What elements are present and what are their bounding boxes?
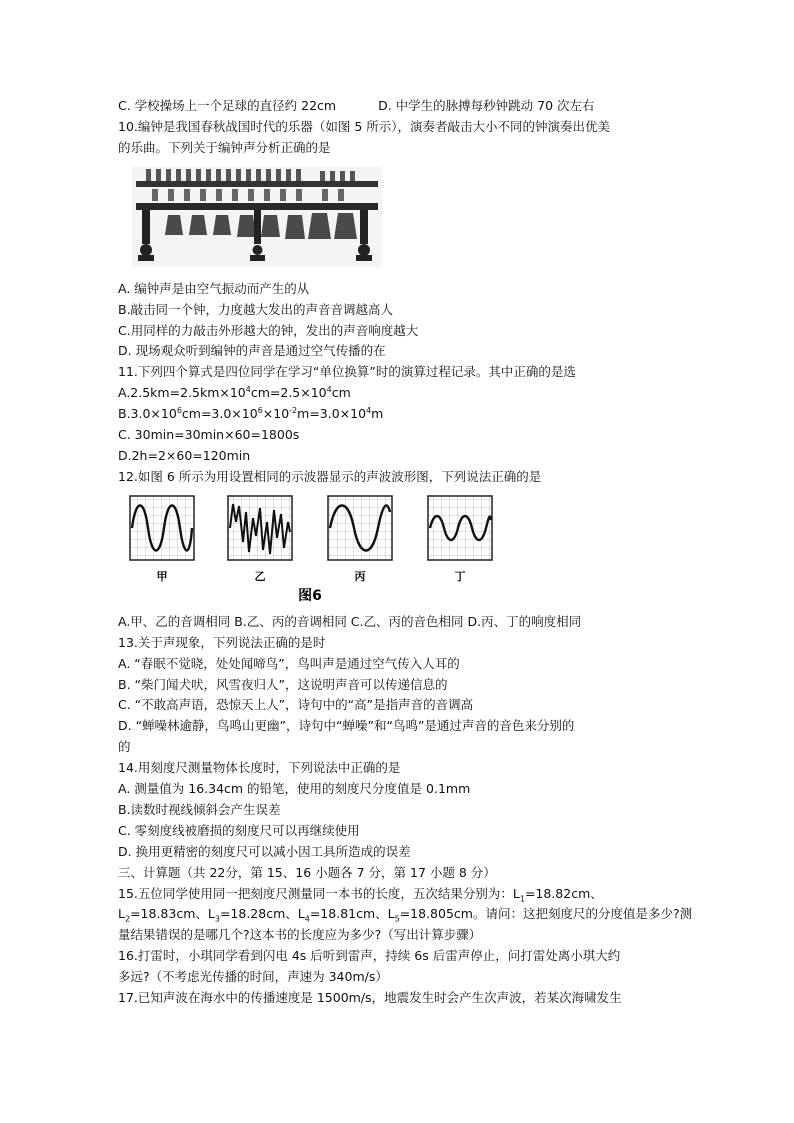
waveform-bing [328,496,392,560]
q11-a-part1: A.2.5km=2.5km×10 [118,385,246,401]
q11-option-a [118,383,684,404]
q15-l1-text: 15.五位同学使用同一把刻度尺测量同一本书的长度，五次结果分别为：L [118,885,520,901]
q11-a-part3: cm [331,385,351,401]
q13-option-a: A. “春眠不觉晓，处处闻啼鸟”，鸟叫声是通过空气传入人耳的 [118,655,460,671]
q15-l2-sub: 4 [304,914,310,924]
q11-stem: 11.下列四个算式是四位同学在学习“单位换算”时的演算过程记录。其中正确的是选 [118,364,576,380]
q15-l2-sub: 2 [124,914,131,924]
q9-option-c: C. 学校操场上一个足球的直径约 22cm [118,98,337,113]
waveform-label-ding: 丁 [454,569,466,583]
q13-option-c: C. “不敢高声语，恐惊天上人”，诗句中的“高”是指声音的音调高 [118,697,474,713]
q15-l1-value: =18.82cm、 [524,885,603,901]
q11-b-part3: ×10 [262,406,290,422]
q15-l2-sub: 5 [394,914,400,924]
q13-option-b: B. “柴门闻犬吠，风雪夜归人”，这说明声音可以传递信息的 [118,676,448,692]
bianzhong-image [132,167,382,267]
q14-option-b: B.读数时视线倾斜会产生误差 [118,801,281,817]
q15-line-1 [118,884,684,905]
q11-option-c: C. 30min=30min×60=1800s [118,427,300,443]
q11-option-d: D.2h=2×60=120min [118,447,251,463]
q11-b-part1: B.3.0×10 [118,406,177,422]
waveform-label-yi: 乙 [254,569,266,583]
q15-l2-seg: L [118,906,125,922]
q17-line-1: 17.已知声波在海水中的传播速度是 1500m/s，地震发生时会产生次声波，若某次海啸发生 [118,990,622,1006]
waveform-diagram [122,492,502,610]
q14-option-a: A. 测量值为 16.34cm 的铅笔，使用的刻度尺分度值是 0.1mm [118,781,471,797]
q11-b-part5: m [371,406,384,422]
q10-option-a: A. 编钟声是由空气振动而产生的从 [118,280,310,296]
q12-options: A.甲、乙的音调相同 B.乙、丙的音调相同 C.乙、丙的音色相同 D.丙、丁的响度相同 [118,613,582,629]
q10-option-c: C.用同样的力敲击外形越大的钟，发出的声音响度越大 [118,322,419,338]
q16-line-1: 16.打雷时，小琪同学看到闪电 4s 后听到雷声，持续 6s 后雷声停止，问打雷处离小琪大约 [118,948,621,964]
waveform-label-bing: 丙 [354,569,366,583]
q14-option-c: C. 零刻度线被磨损的刻度尺可以再继续使用 [118,822,360,838]
oscilloscope-figure [122,492,684,612]
q11-b-exp3: -2 [289,406,298,415]
q10-option-d: D. 现场观众听到编钟的声音是通过空气传播的在 [118,343,386,359]
q15-l2-seg: =18.805cm。请问：这把刻度尺的分度值是多少?测 [399,906,693,922]
q15-l2-seg: =18.81cm、L [309,906,395,922]
q15-l2-seg: =18.83cm、L [130,906,215,922]
waveform-yi [228,496,292,560]
q11-b-part4: m=3.0×10 [297,406,367,422]
q9-options-row [118,96,684,117]
q11-b-exp4: 4 [366,406,372,415]
q16-line-2: 多远?（不考虑光传播的时间，声速为 340m/s） [118,969,388,985]
q12-stem: 12.如图 6 所示为用设置相同的示波器显示的声波波形图，下列说法正确的是 [118,468,542,484]
q13-option-d: D. “蝉噪林逾静，鸟鸣山更幽”，诗句中“蝉噪”和“鸟鸣”是通过声音的音色来分别的 [118,718,575,734]
q11-a-part2: cm=2.5×10 [250,385,327,401]
q11-b-part2: cm=3.0×10 [181,406,258,422]
figure-caption: 图6 [298,587,322,604]
section-3-heading: 三、计算题（共 22分，第 15、16 小题各 7 分，第 17 小题 8 分） [118,864,496,880]
q11-a-exp1: 4 [245,385,251,395]
q11-b-exp2: 6 [257,406,263,415]
q15-l2-sub: 3 [214,914,220,924]
q11-option-b [118,404,684,425]
q10-stem-1: 10.编钟是我国春秋战国时代的乐器（如图 5 所示），演奏者敲击大小不同的钟演奏出优美 [118,118,611,134]
q10-option-b: B.敲击同一个钟，力度越大发出的声音音调越高人 [118,301,394,317]
q14-stem: 14.用刻度尺测量物体长度时，下列说法中正确的是 [118,760,401,776]
q15-line-2 [118,904,693,925]
q15-line-3: 量结果错误的是哪几个?这本书的长度应为多少?（写出计算步骤） [118,927,482,943]
q14-option-d: D. 换用更精密的刻度尺可以减小因工具所造成的误差 [118,843,411,859]
q15-l2-seg: =18.28cm、L [219,906,305,922]
q10-stem-2: 的乐曲。下列关于编钟声分析正确的是 [118,139,331,155]
q13-option-d-continuation: 的 [118,739,131,755]
waveform-jia [130,496,194,560]
exam-page [118,96,693,1009]
q15-sub-1: 1 [519,894,525,904]
q11-b-exp1: 6 [176,406,182,415]
q9-option-d: D. 中学生的脉搏每秒钟跳动 70 次左右 [378,98,595,113]
q11-a-exp2: 4 [326,385,332,395]
waveform-ding [428,496,492,560]
bianzhong-figure [132,167,684,273]
waveform-label-jia: 甲 [156,569,168,583]
q13-stem: 13.关于声现象，下列说法正确的是时 [118,634,326,650]
